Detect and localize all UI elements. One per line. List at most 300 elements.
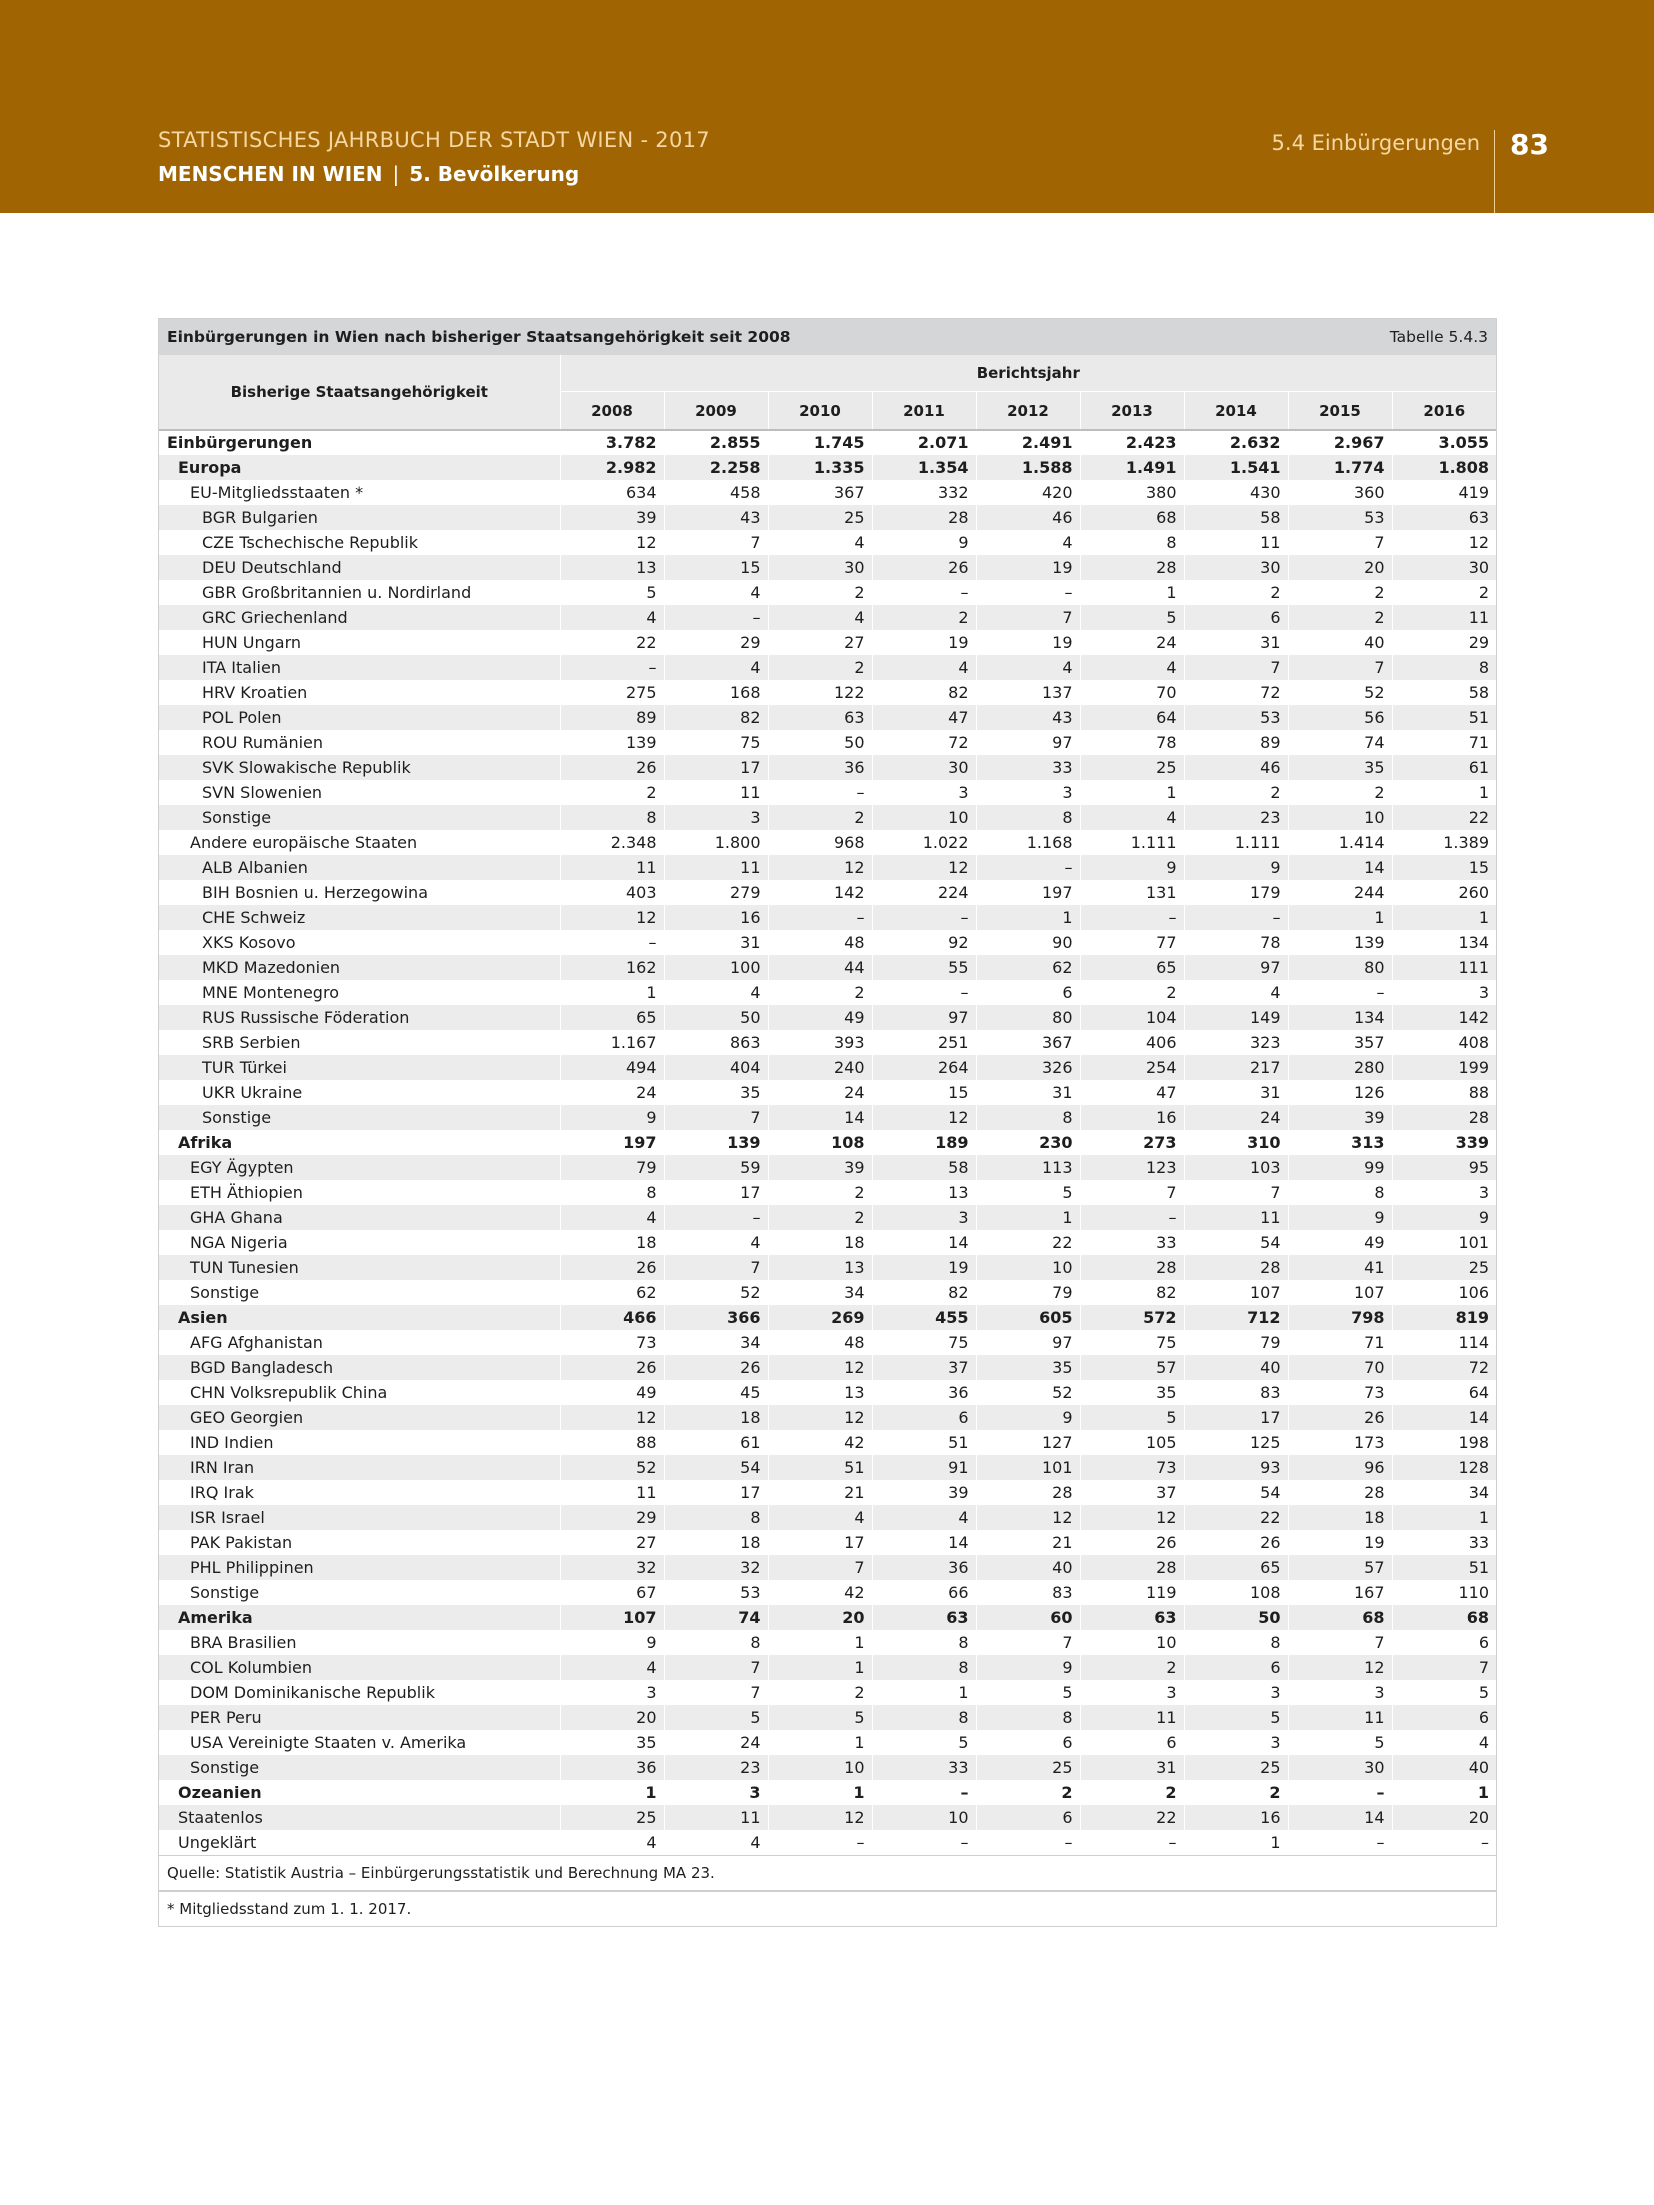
value-cell: 17 [664,755,768,780]
value-cell: 634 [560,480,664,505]
row-label: GEO Georgien [190,1407,304,1427]
value-cell: 360 [1288,480,1392,505]
page-number: 83 [1510,128,1549,161]
table-row [159,980,1496,1005]
value-cell: 11 [1184,530,1288,555]
value-cell: 1 [768,1730,872,1755]
row-label: Ungeklärt [178,1832,257,1852]
value-cell: 18 [664,1530,768,1555]
value-cell: 3 [1080,1680,1184,1705]
value-cell: 15 [1392,855,1496,880]
value-cell: 25 [1080,755,1184,780]
value-cell: 8 [1288,1180,1392,1205]
value-cell: 31 [1184,1080,1288,1105]
value-cell: 1 [1392,780,1496,805]
value-cell: 93 [1184,1455,1288,1480]
value-cell: 264 [872,1055,976,1080]
value-cell: 19 [976,630,1080,655]
row-label: IRQ Irak [190,1482,254,1502]
value-cell: 58 [1392,680,1496,705]
value-cell: 105 [1080,1430,1184,1455]
table-row [159,680,1496,705]
row-label: BGD Bangladesch [190,1357,334,1377]
table-row [159,605,1496,630]
value-cell: 269 [768,1305,872,1330]
value-cell: 17 [664,1180,768,1205]
value-cell: 7 [664,1680,768,1705]
table-row [159,1280,1496,1305]
value-cell: 1.167 [560,1030,664,1055]
value-cell: 244 [1288,880,1392,905]
value-cell: 20 [560,1705,664,1730]
value-cell: 54 [664,1455,768,1480]
table-row [159,655,1496,680]
value-cell: 82 [872,680,976,705]
value-cell: 5 [1080,1405,1184,1430]
table-footnote: * Mitgliedsstand zum 1. 1. 2017. [159,1891,1496,1927]
value-cell: 12 [872,855,976,880]
table-row [159,1755,1496,1780]
value-cell: 2 [768,1205,872,1230]
value-cell: 162 [560,955,664,980]
value-cell: 82 [1080,1280,1184,1305]
value-cell: – [872,905,976,930]
value-cell: 2 [560,780,664,805]
chapter-title: MENSCHEN IN WIEN [158,162,383,186]
value-cell: 9 [1184,855,1288,880]
value-cell: 55 [872,955,976,980]
value-cell: 10 [872,1805,976,1830]
table-body [159,430,1496,1855]
value-cell: 122 [768,680,872,705]
value-cell: 8 [976,1105,1080,1130]
value-cell: 39 [768,1155,872,1180]
table-row [159,805,1496,830]
value-cell: 5 [976,1180,1080,1205]
value-cell: 107 [560,1605,664,1630]
value-cell: 23 [664,1755,768,1780]
value-cell: 125 [1184,1430,1288,1455]
value-cell: 8 [872,1655,976,1680]
value-cell: 2 [1184,1780,1288,1805]
table-row [159,1305,1496,1330]
value-cell: – [872,1780,976,1805]
value-cell: 4 [768,530,872,555]
value-cell: 33 [976,755,1080,780]
table-row [159,430,1496,455]
value-cell: – [768,780,872,805]
value-cell: 7 [976,1630,1080,1655]
value-cell: 6 [1392,1630,1496,1655]
value-cell: – [872,580,976,605]
value-cell: 3 [976,780,1080,805]
value-cell: 59 [664,1155,768,1180]
value-cell: 12 [560,905,664,930]
table-row [159,1230,1496,1255]
value-cell: 863 [664,1030,768,1055]
value-cell: 36 [872,1555,976,1580]
value-cell: 79 [976,1280,1080,1305]
value-cell: 13 [768,1255,872,1280]
value-cell: 99 [1288,1155,1392,1180]
row-label: IRN Iran [190,1457,255,1477]
value-cell: 14 [872,1530,976,1555]
value-cell: 82 [872,1280,976,1305]
value-cell: 2.491 [976,430,1080,455]
table-row [159,1580,1496,1605]
value-cell: 53 [664,1580,768,1605]
value-cell: 142 [768,880,872,905]
value-cell: 14 [872,1230,976,1255]
value-cell: 79 [1184,1330,1288,1355]
value-cell: 53 [1184,705,1288,730]
table-header [159,355,1496,430]
value-cell: 1.774 [1288,455,1392,480]
value-cell: 35 [664,1080,768,1105]
value-cell: 58 [872,1155,976,1180]
value-cell: 275 [560,680,664,705]
value-cell: 27 [560,1530,664,1555]
value-cell: 32 [664,1555,768,1580]
value-cell: 36 [560,1755,664,1780]
value-cell: 6 [1392,1705,1496,1730]
row-label: CHN Volksrepublik China [190,1382,388,1402]
value-cell: 108 [768,1130,872,1155]
value-cell: 114 [1392,1330,1496,1355]
value-cell: – [976,855,1080,880]
value-cell: 97 [872,1005,976,1030]
value-cell: 2.423 [1080,430,1184,455]
value-cell: 64 [1080,705,1184,730]
value-cell: 16 [664,905,768,930]
value-cell: 5 [560,580,664,605]
value-cell: 22 [1184,1505,1288,1530]
row-label: PER Peru [190,1707,262,1727]
value-cell: 4 [976,530,1080,555]
value-cell: 1.414 [1288,830,1392,855]
value-cell: 80 [976,1005,1080,1030]
value-cell: 39 [1288,1105,1392,1130]
value-cell: 101 [1392,1230,1496,1255]
value-cell: 18 [664,1405,768,1430]
value-cell: 6 [872,1405,976,1430]
value-cell: 7 [1288,530,1392,555]
value-cell: 26 [560,1255,664,1280]
value-cell: 357 [1288,1030,1392,1055]
column-group-header: Berichtsjahr [560,355,1496,392]
value-cell: 10 [872,805,976,830]
value-cell: 17 [1184,1405,1288,1430]
value-cell: 29 [560,1505,664,1530]
value-cell: 6 [1080,1730,1184,1755]
value-cell: 5 [768,1705,872,1730]
value-cell: 28 [1184,1255,1288,1280]
value-cell: 83 [1184,1380,1288,1405]
value-cell: 66 [872,1580,976,1605]
value-cell: 13 [872,1180,976,1205]
row-label: Andere europäische Staaten [190,832,418,852]
column-header-year: 2010 [768,392,872,431]
value-cell: 106 [1392,1280,1496,1305]
value-cell: 88 [1392,1080,1496,1105]
value-cell: 10 [768,1755,872,1780]
column-header-year: 2012 [976,392,1080,431]
value-cell: 51 [1392,705,1496,730]
value-cell: 189 [872,1130,976,1155]
value-cell: 1 [1392,1505,1496,1530]
value-cell: 408 [1392,1030,1496,1055]
value-cell: 1.541 [1184,455,1288,480]
value-cell: 42 [768,1580,872,1605]
table-row [159,1080,1496,1105]
value-cell: 80 [1288,955,1392,980]
value-cell: 798 [1288,1305,1392,1330]
table-number: Tabelle 5.4.3 [1389,328,1488,346]
value-cell: 131 [1080,880,1184,905]
value-cell: 57 [1080,1355,1184,1380]
value-cell: 310 [1184,1130,1288,1155]
value-cell: 254 [1080,1055,1184,1080]
value-cell: 58 [1184,505,1288,530]
value-cell: 2 [768,580,872,605]
value-cell: 2 [976,1780,1080,1805]
value-cell: 142 [1392,1005,1496,1030]
value-cell: 13 [560,555,664,580]
value-cell: 197 [560,1130,664,1155]
row-label: GRC Griechenland [202,607,348,627]
value-cell: 1 [976,905,1080,930]
value-cell: – [664,605,768,630]
naturalization-table [159,355,1496,1855]
value-cell: 51 [768,1455,872,1480]
value-cell: 10 [1288,805,1392,830]
value-cell: 11 [664,780,768,805]
column-header-year: 2008 [560,392,664,431]
value-cell: 107 [1288,1280,1392,1305]
value-cell: 64 [1392,1380,1496,1405]
value-cell: 5 [976,1680,1080,1705]
value-cell: 1.022 [872,830,976,855]
value-cell: 3 [872,780,976,805]
row-label: EGY Ägypten [190,1157,294,1177]
header-divider [1494,130,1495,213]
column-header-year: 2009 [664,392,768,431]
value-cell: 39 [872,1480,976,1505]
value-cell: 4 [1080,655,1184,680]
value-cell: 65 [1184,1555,1288,1580]
value-cell: 31 [976,1080,1080,1105]
value-cell: 4 [664,580,768,605]
value-cell: 199 [1392,1055,1496,1080]
table-row [159,1405,1496,1430]
table-row [159,1655,1496,1680]
value-cell: 279 [664,880,768,905]
value-cell: 1.168 [976,830,1080,855]
value-cell: 46 [976,505,1080,530]
value-cell: 7 [768,1555,872,1580]
row-label: ETH Äthiopien [190,1182,303,1202]
value-cell: 72 [1392,1355,1496,1380]
table-row [159,1530,1496,1555]
value-cell: 91 [872,1455,976,1480]
value-cell: 11 [560,1480,664,1505]
value-cell: 179 [1184,880,1288,905]
value-cell: 61 [664,1430,768,1455]
value-cell: 2.967 [1288,430,1392,455]
value-cell: 819 [1392,1305,1496,1330]
value-cell: 26 [872,555,976,580]
row-label: RUS Russische Föderation [202,1007,410,1027]
value-cell: – [1288,980,1392,1005]
value-cell: 24 [1184,1105,1288,1130]
value-cell: 123 [1080,1155,1184,1180]
table-row [159,1105,1496,1130]
row-label: AFG Afghanistan [190,1332,323,1352]
value-cell: 2.348 [560,830,664,855]
row-label: Sonstige [202,807,272,827]
value-cell: 28 [1392,1105,1496,1130]
value-cell: 4 [664,1230,768,1255]
value-cell: 1.111 [1184,830,1288,855]
value-cell: 12 [1392,530,1496,555]
row-label: GBR Großbritannien u. Nordirland [202,582,472,602]
value-cell: 29 [664,630,768,655]
value-cell: 49 [768,1005,872,1030]
value-cell: 37 [872,1355,976,1380]
value-cell: 134 [1288,1005,1392,1030]
value-cell: 15 [664,555,768,580]
value-cell: 35 [1080,1380,1184,1405]
value-cell: 62 [976,955,1080,980]
value-cell: 52 [976,1380,1080,1405]
value-cell: 95 [1392,1155,1496,1180]
value-cell: 198 [1392,1430,1496,1455]
value-cell: 43 [976,705,1080,730]
value-cell: 25 [768,505,872,530]
value-cell: 19 [872,1255,976,1280]
value-cell: 2 [1392,580,1496,605]
row-label: Europa [178,457,242,477]
row-label: ITA Italien [202,657,281,677]
value-cell: 12 [560,530,664,555]
value-cell: 8 [1080,530,1184,555]
value-cell: 367 [768,480,872,505]
row-label: HRV Kroatien [202,682,308,702]
value-cell: – [1080,1830,1184,1855]
value-cell: 19 [872,630,976,655]
value-cell: 51 [1392,1555,1496,1580]
value-cell: 149 [1184,1005,1288,1030]
value-cell: 4 [976,655,1080,680]
column-header-year: 2014 [1184,392,1288,431]
value-cell: 7 [664,1255,768,1280]
value-cell: 11 [1288,1705,1392,1730]
value-cell: 48 [768,930,872,955]
value-cell: 7 [664,530,768,555]
value-cell: 70 [1080,680,1184,705]
value-cell: 62 [560,1280,664,1305]
value-cell: 2 [1184,580,1288,605]
value-cell: 26 [1288,1405,1392,1430]
value-cell: 113 [976,1155,1080,1180]
value-cell: 12 [768,1355,872,1380]
row-label: TUN Tunesien [190,1257,299,1277]
value-cell: 420 [976,480,1080,505]
value-cell: 104 [1080,1005,1184,1030]
table-row [159,755,1496,780]
value-cell: 70 [1288,1355,1392,1380]
value-cell: 4 [1080,805,1184,830]
value-cell: – [1288,1780,1392,1805]
value-cell: 12 [872,1105,976,1130]
value-cell: 52 [664,1280,768,1305]
value-cell: 30 [768,555,872,580]
value-cell: 1 [768,1655,872,1680]
value-cell: 260 [1392,880,1496,905]
row-label: Asien [178,1307,228,1327]
row-label: DEU Deutschland [202,557,342,577]
row-label: ROU Rumänien [202,732,324,752]
value-cell: 393 [768,1030,872,1055]
statistics-table-block [158,318,1497,1927]
value-cell: 8 [1392,655,1496,680]
value-cell: 128 [1392,1455,1496,1480]
value-cell: 2 [768,1180,872,1205]
value-cell: 1 [1288,905,1392,930]
section-title: 5.4 Einbürgerungen [1271,131,1480,155]
column-header-year: 2016 [1392,392,1496,431]
value-cell: 78 [1184,930,1288,955]
row-label: SVK Slowakische Republik [202,757,411,777]
value-cell: 32 [560,1555,664,1580]
row-label: GHA Ghana [190,1207,283,1227]
value-cell: 53 [1288,505,1392,530]
value-cell: 47 [1080,1080,1184,1105]
value-cell: – [1080,1205,1184,1230]
value-cell: 11 [664,855,768,880]
value-cell: 57 [1288,1555,1392,1580]
value-cell: 110 [1392,1580,1496,1605]
value-cell: 3 [1392,1180,1496,1205]
value-cell: 2 [768,1680,872,1705]
value-cell: 8 [560,1180,664,1205]
value-cell: 3 [1392,980,1496,1005]
row-label: BRA Brasilien [190,1632,297,1652]
value-cell: 30 [1392,555,1496,580]
value-cell: 712 [1184,1305,1288,1330]
value-cell: 1 [1392,905,1496,930]
subchapter-title: 5. Bevölkerung [409,162,580,186]
value-cell: 605 [976,1305,1080,1330]
table-source: Quelle: Statistik Austria – Einbürgerungsstatistik und Berechnung MA 23. [159,1855,1496,1891]
value-cell: 332 [872,480,976,505]
table-row [159,1480,1496,1505]
table-row [159,1805,1496,1830]
value-cell: 33 [872,1755,976,1780]
value-cell: 52 [560,1455,664,1480]
value-cell: 2 [768,655,872,680]
value-cell: – [872,980,976,1005]
value-cell: 26 [1184,1530,1288,1555]
row-label: UKR Ukraine [202,1082,303,1102]
value-cell: 111 [1392,955,1496,980]
value-cell: 2 [768,805,872,830]
value-cell: 34 [664,1330,768,1355]
table-row [159,930,1496,955]
value-cell: 1 [1184,1830,1288,1855]
value-cell: 12 [1288,1655,1392,1680]
value-cell: – [976,580,1080,605]
